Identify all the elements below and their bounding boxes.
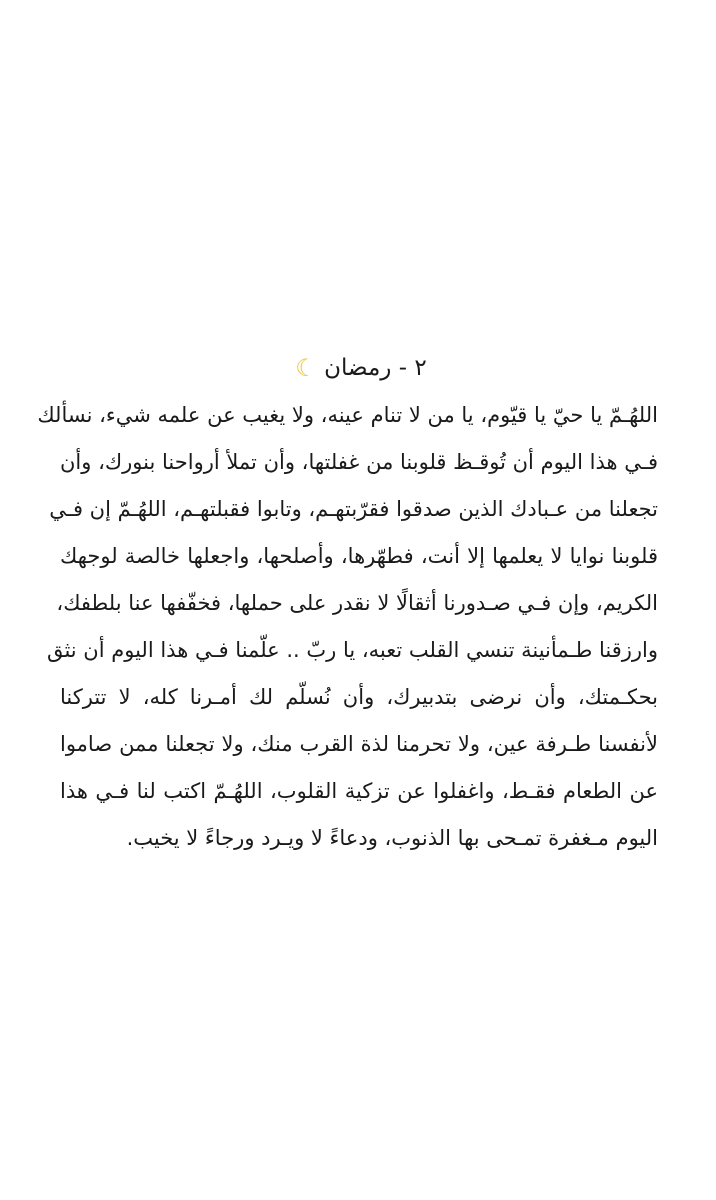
text-line: اللهُـمّ يا حيّ يا قيّوم، يا من لا تنام عينه، ولا يغيب عن علمه شيء، نسألك (37, 403, 658, 427)
text-line: فـي هذا اليوم أن تُوقـظ قلوبنا من غفلتها، وأن تملأ أرواحنا بنورك، وأن (60, 450, 658, 474)
text-line: لأنفسنا طـرفة عين، ولا تحرمنا لذة القرب منك، ولا تجعلنا ممن صاموا (60, 732, 658, 756)
text-line: قلوبنا نوايا لا يعلمها إلا أنت، فطهّرها، وأصلحها، واجعلها خالصة لوجهك (60, 544, 658, 568)
supplication-text (37, 392, 658, 862)
text-line: تجعلنا من عـبادك الذين صدقوا فقرّبتهـم، وتابوا فقبلتهـم، اللهُـمّ إن فـي (49, 497, 658, 521)
day-heading (0, 350, 716, 386)
text-line: عن الطعام فقـط، واغفلوا عن تزكية القلوب، اللهُـمّ اكتب لنا فـي هذا (60, 779, 658, 803)
text-line: بحكـمتك، وأن نرضى بتدبيرك، وأن نُسلّم لك أمـرنا كله، لا تتركنا (60, 685, 658, 709)
crescent-moon-icon: ☾ (295, 354, 317, 382)
text-line: الكريم، وإن فـي صـدورنا أثقالًا لا نقدر على حملها، فخفّفها عنا بلطفك، (56, 591, 658, 615)
text-line: وارزقنا طـمأنينة تنسي القلب تعبه، يا ربّ .. علّمنا فـي هذا اليوم أن نثق (46, 638, 658, 662)
text-line: اليوم مـغفرة تمـحى بها الذنوب، ودعاءً لا ويـرد ورجاءً لا يخيب. (126, 826, 658, 850)
day-heading-text: ٢ - رمضان (324, 355, 427, 381)
